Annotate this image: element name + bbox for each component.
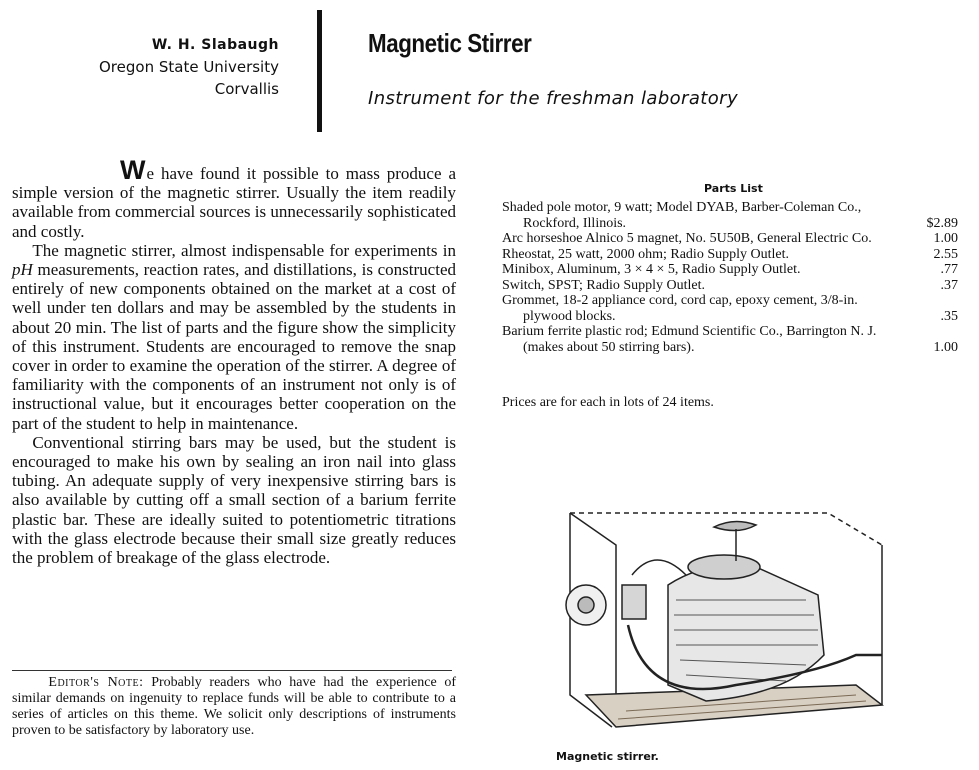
parts-list-item [502,231,958,247]
part-description: Rheostat, 25 watt, 2000 ohm; Radio Supply Outlet. [502,246,789,262]
parts-list-item [502,324,958,355]
ph-term: pH [12,260,33,280]
editors-note-text: Probably readers who have had the experience of similar demands on ingenuity to replace funds will be able to contribute to a series of articles on this theme. We solicit only descriptions of instruments proven to be satisfactory by laboratory use. [12,675,456,738]
figure-caption: Magnetic stirrer. [556,750,659,763]
magnet-rotor [688,555,760,579]
part-price: 1.00 [933,231,958,246]
motor-coil [668,565,824,701]
part-price: .37 [940,277,958,293]
author-name: W. H. Slabaugh [151,37,279,53]
parts-list-title: Parts List [704,182,763,195]
paragraph-1-text: e have found it possible to mass produce a simple version of the magnetic stirrer. Usually the item readily available from commercial sources is unnecessarily sophisticated and costly. [12,164,456,241]
part-price: $2.89 [926,215,958,231]
part-description: Minibox, Aluminum, 3 × 4 × 5, Radio Supply Outlet. [502,262,801,277]
parts-list-item [502,247,958,263]
article-body [12,155,456,568]
author-block [99,34,279,100]
paragraph-1 [12,155,456,241]
editors-note [12,675,456,739]
parts-list [502,200,958,355]
part-price: .77 [940,262,958,277]
parts-list-item [502,262,958,278]
paragraph-2: The magnetic stirrer, almost indispensable for experiments in pH measurements, reaction rates, and distillations, is constructed entirely of new components obtained on the market at a cost of well under ten dollars and may be assembled by the students in about 20 min. The list of parts and the figure show the simplicity of this instrument. Students are encouraged to remove the snap cover in order to examine the operation of the stirrer. A degree of familiarity with the components of an instrument not only is of instructional value, but it encourages better cooperation on the part of the student to help in maintenance. [12,240,456,433]
switch [622,585,646,619]
part-price: .35 [940,308,958,324]
part-price: 2.55 [933,246,958,262]
author-city: Corvallis [214,80,279,98]
part-price: 1.00 [933,339,958,355]
paragraph-3: Conventional stirring bars may be used, but the student is encouraged to make his own by sealing an iron nail into glass tubing. An adequate supply of very inexpensive stirring bars is also available by cutting off a small section of a barium ferrite plastic bar. These are ideally suited to potentiometric titrations with the glass electrode because their small size greatly reduces the problem of breakage of the glass electrode. [12,432,456,568]
header-divider [317,10,322,132]
parts-list-item [502,293,958,324]
article-title: Magnetic Stirrer [368,28,532,58]
author-affiliation: Oregon State University [99,58,279,76]
parts-list-footnote: Prices are for each in lots of 24 items. [502,395,714,410]
parts-list-item [502,200,958,231]
article-subtitle: Instrument for the freshman laboratory [368,88,739,109]
part-description: Shaded pole motor, 9 watt; Model DYAB, Barber-Coleman Co., Rockford, Illinois. [502,200,862,231]
editors-note-label: Editor's Note: [48,675,144,690]
stir-plate [714,521,756,530]
drop-cap: W [120,155,146,185]
parts-list-item [502,278,958,294]
part-description: Barium ferrite plastic rod; Edmund Scientific Co., Barrington N. J. (makes about 50 stirring bars). [502,324,877,355]
part-description: Arc horseshoe Alnico 5 magnet, No. 5U50B, General Electric Co. [502,231,872,246]
part-description: Grommet, 18-2 appliance cord, cord cap, epoxy cement, 3/8-in. plywood blocks. [502,293,858,324]
note-divider [12,670,452,671]
internal-wire [632,560,686,575]
magnetic-stirrer-illustration [556,505,898,737]
part-description: Switch, SPST; Radio Supply Outlet. [502,277,706,293]
